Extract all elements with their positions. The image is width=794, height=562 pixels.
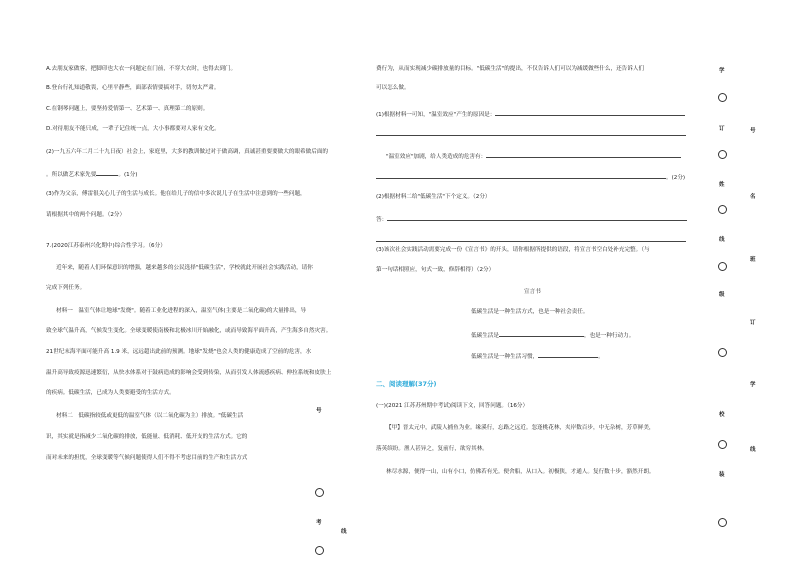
binding-label: 订 (719, 126, 725, 132)
q2-text: (2)一九五六年二月二十九日夜）社会上，家庭里，大多的教训做过对于做高调，真诚甚重要要做大的眼希做后面的 (46, 149, 329, 155)
binding-circle (718, 150, 727, 159)
declaration-line-1: 低碳生活是一种生活方式，也是一种社会责任。 (471, 309, 589, 315)
binding-circle (718, 348, 727, 357)
material-one-3: 21世纪末海平面可能升高 1.9 米，远远超出此前的预测。地球"发烧"也会人类的健康造成了空前的危害，水 (46, 349, 312, 355)
binding-label: 级 (719, 292, 725, 298)
material-two-3: 而对未来的担忧，全球变暖等气候问题使得人们不得不考虑目前的生产和生活方式 (46, 455, 248, 461)
binding-label: 班 (750, 257, 756, 263)
harm-answer-blank-2[interactable] (376, 172, 666, 179)
declaration-suffix: 。 (598, 354, 604, 360)
q2-prompt: (2)根据材料二给"低碳生活"下个定义。（2分） (376, 194, 491, 200)
material-two-2: 识，其实就是指减少二氧化碳的排放，低能量、低消耗、低开支的生活方式。它的 (46, 434, 248, 440)
binding-label: 订 (750, 320, 756, 326)
q3-prompt: (3)该次社会实践活动需要完成一份《宣言书》的开头，请你根据所提供的语段，将宣言书空白处补充完整。（与 (376, 247, 650, 253)
q2-answer-2 (376, 235, 686, 245)
answer-label: 答： (376, 217, 388, 223)
binding-label: 名 (750, 194, 756, 200)
middle-mark: 线 (341, 529, 347, 535)
binding-circle (718, 518, 727, 527)
passage-jia: 【甲】晋太元中，武陵人捕鱼为业。缘溪行，忘路之远近。忽逢桃花林，夹岸数百步，中无杂树，芳草鲜美， (386, 425, 655, 431)
question-7-title: 7.(2020江苏泰州兴化期中)综合性学习。（6分） (46, 243, 166, 249)
intro-continued-2: 可以怎么做。 (376, 85, 410, 91)
q2-score: 。(1分) (118, 172, 138, 178)
q1-blank-line (376, 129, 686, 139)
q1-harm-2 (376, 172, 685, 182)
q3-text: (3)作为父亲，傅雷很关心儿子的生活与成长。他在给儿子的信中多次说儿子在生活中注意到的一些问题， (46, 191, 306, 197)
binding-label: 线 (719, 237, 725, 243)
declaration-line-2 (471, 330, 634, 340)
section-heading: 二、阅读理解(37分) (376, 380, 437, 388)
q1-harm-label: "温室效应"加剧，给人类造成的危害有： (386, 154, 487, 160)
declaration-line-3 (471, 351, 604, 361)
material-one-2: 致全球气温升高，气候发生变化。全球变暖使南极和北极冰川开始融化，或而导致海平面升高，产生海多自然灾害。 (46, 328, 332, 334)
q3-text-2: 请根据其中的两个问题。（2分） (46, 212, 126, 218)
binding-circle (718, 262, 727, 271)
definition-answer-blank[interactable] (387, 214, 687, 221)
binding-label: 姓 (719, 182, 725, 188)
material-two: 材料二 低碳指较低或更低的温室气体（以二氧化碳为主）排放。"低碳生活 (56, 413, 244, 419)
binding-label: 学 (719, 68, 725, 74)
answer-blank[interactable] (96, 169, 118, 176)
q1-cause-label: (1)根据材料一可知，"温室效应"产生的原因是： (376, 112, 496, 118)
binding-label: 校 (719, 412, 725, 418)
option-b: B.登台行礼知道敬畏，心里平静些，面部表情要搞对手，切勿太严肃。 (46, 85, 220, 91)
binding-label: 学 (750, 382, 756, 388)
material-one-4: 温升高导致疫源迅速繁衍，从快水体系对于鼓病造成的影响会受到传染，从而引发人体流感疾病、伸拉系统和皮肤上 (46, 370, 332, 376)
option-d: D.对待朋友不能只成，一辈子记住统一点，大小事都要对人家有文化。 (46, 126, 220, 132)
binding-label: 装 (719, 472, 725, 478)
q2-text-2 (46, 169, 137, 179)
q1-harm (376, 151, 681, 161)
binding-label: 号 (750, 128, 756, 134)
binding-circle (315, 546, 324, 555)
cause-answer-blank[interactable] (495, 109, 685, 116)
binding-label: 线 (750, 447, 756, 453)
material-one: 材料一 温室气体让地球"发烧"。随着工业化进程的深入，温室气体(主要是二氧化碳)的大量排出，导 (56, 308, 307, 314)
reading-question-title: (一)(2021 江苏苏州期中考试)阅读下文，回答问题。（16分） (376, 403, 529, 409)
declaration-prefix: 低碳生活是一种生活习惯， (471, 354, 539, 360)
declaration-blank[interactable] (538, 351, 598, 358)
option-c: C.在钢琴问题上，要坚持爱情第一、艺术第一、真理第二的原则。 (46, 106, 209, 112)
declaration-prefix: 低碳生活是 (471, 333, 499, 339)
binding-circle (718, 205, 727, 214)
middle-label-2: 考 (316, 520, 322, 526)
q1-score: 。(2分) (666, 175, 686, 181)
material-one-5: 的疾病。低碳生活，已成为人类要避受的生活方式。 (46, 390, 175, 396)
option-a: A.去朋友家做客，把脚印也大衣一问题定在门前，不穿大衣时，也得去到门。 (46, 66, 237, 72)
binding-circle (315, 488, 324, 497)
declaration-suffix: ，也是一种行动力。 (583, 333, 635, 339)
passage-jia-3: 林尽水源，便得一山，山有小口，仿佛若有光。便舍船，从口入。初极狭，才通人。复行数十步，豁然开朗。 (386, 469, 655, 475)
intro-paragraph-2: 完成下列任务。 (46, 285, 86, 291)
q1-prompt (376, 109, 685, 119)
harm-answer-blank[interactable] (486, 151, 681, 158)
binding-circle (718, 440, 727, 449)
middle-label-1: 号 (316, 408, 322, 414)
passage-jia-2: 落英缤纷。渔人甚异之，复前行，欲穷其林。 (376, 446, 488, 452)
cause-answer-blank-2[interactable] (376, 129, 686, 136)
binding-circle (718, 93, 727, 102)
declaration-title: 宣言书 (524, 289, 541, 295)
q3-prompt-2: 第一句话相照应，句式一致，修辞相得）（2分） (376, 267, 495, 273)
q2-prompt: 。所以做艺术家先要 (46, 172, 97, 178)
declaration-blank[interactable] (499, 330, 584, 337)
definition-answer-blank-2[interactable] (376, 235, 686, 242)
intro-continued: 费行为，从而实现减少碳排放量的目标。"低碳生活"的提出，不仅告诉人们可以为减缓做些什么，还告诉人们 (376, 66, 645, 72)
intro-paragraph: 近年来，随着人们环保意识的增强，越来越多的公民选择"低碳生活"，学校就此开展社会实践活动，请你 (56, 265, 313, 271)
q2-answer (376, 214, 687, 224)
